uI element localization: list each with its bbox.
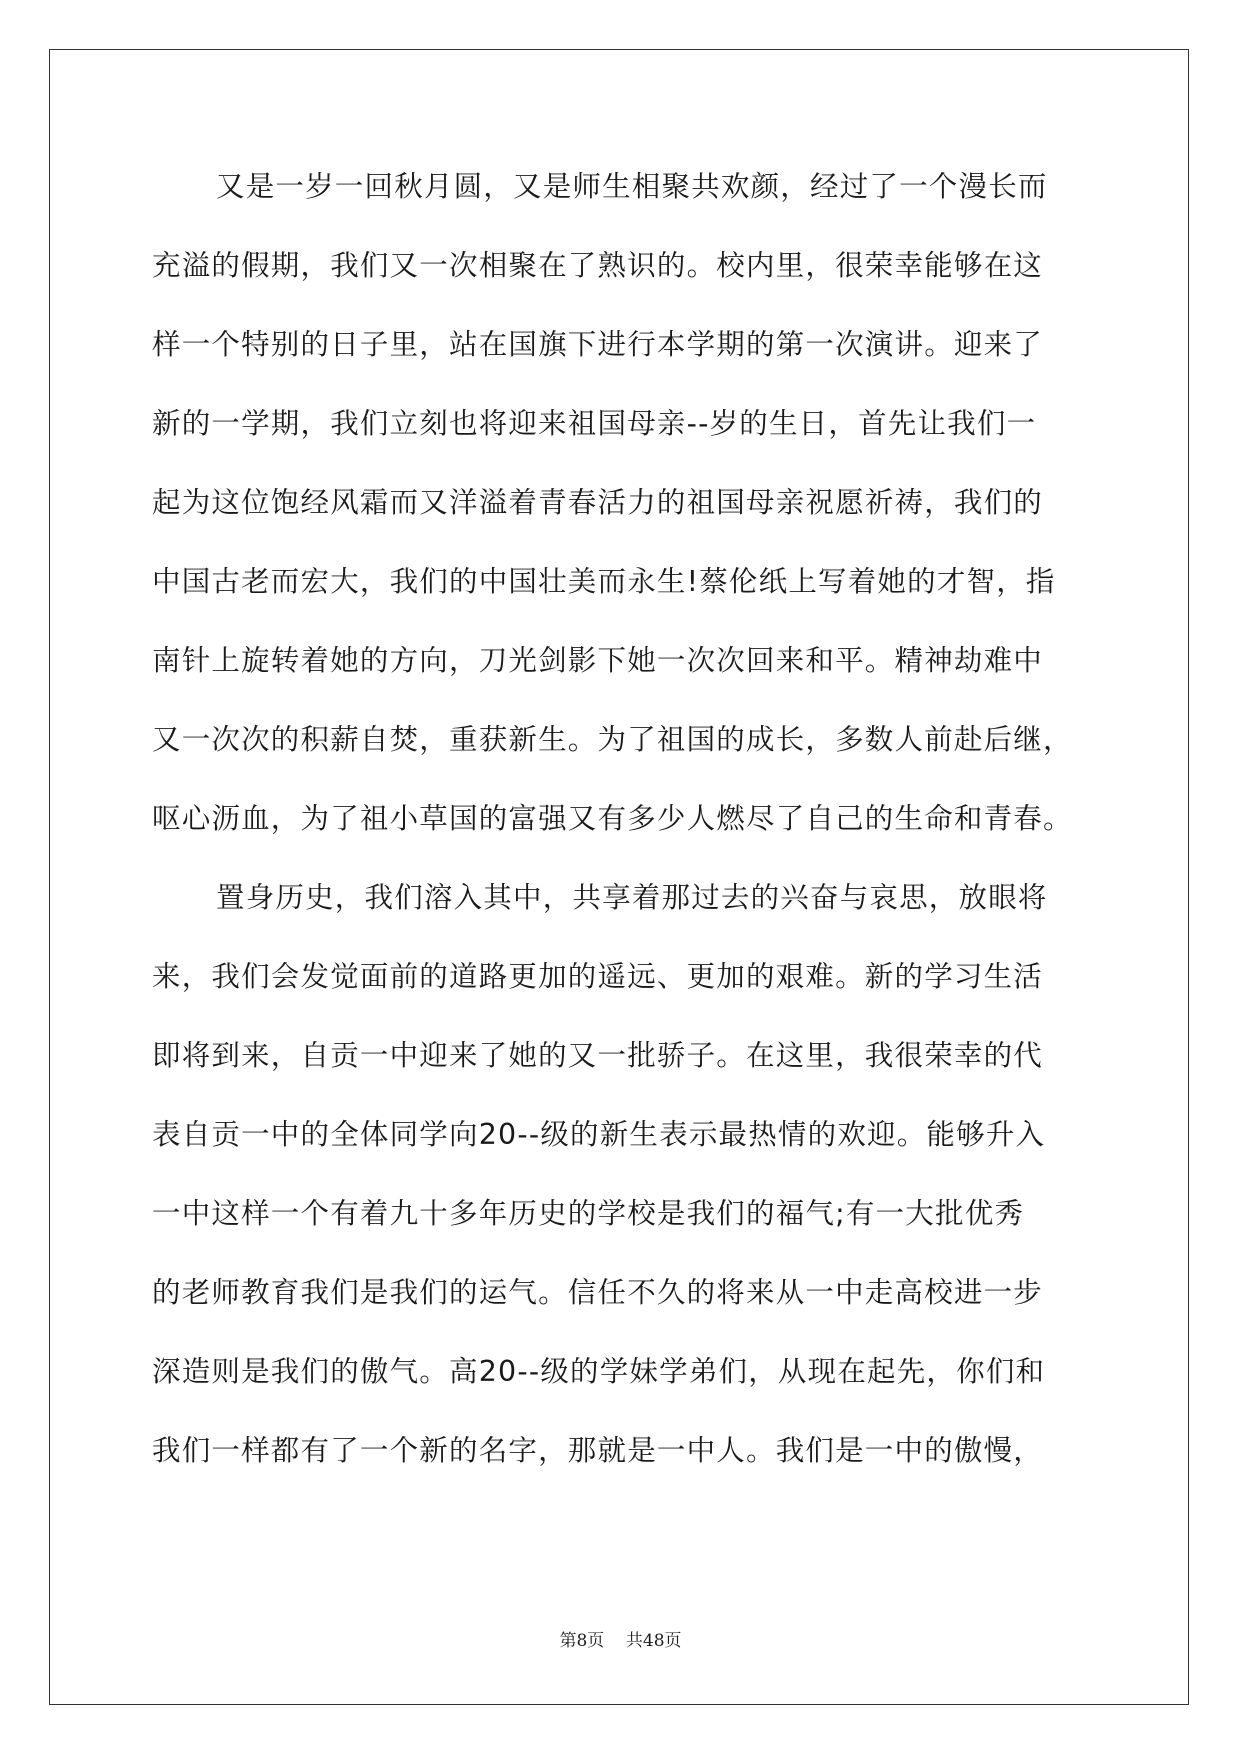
text-line: 又一次次的积薪自焚，重获新生。为了祖国的成长，多数人前赴后继， — [152, 723, 1073, 756]
paragraph-first-line: 又是一岁一回秋月圆，又是师生相聚共欢颜，经过了一个漫长而 — [216, 170, 1048, 203]
text-line: 呕心沥血，为了祖小草国的富强又有多少人燃尽了自己的生命和青春。 — [152, 802, 1073, 835]
text-line: 南针上旋转着她的方向，刀光剑影下她一次次回来和平。精神劫难中 — [152, 644, 1044, 677]
text-line: 我们一样都有了一个新的名字，那就是一中人。我们是一中的傲慢， — [152, 1434, 1044, 1467]
text-line: 一中这样一个有着九十多年历史的学校是我们的福气;有一大批优秀 — [152, 1197, 1025, 1230]
paragraph-first-line: 置身历史，我们溶入其中，共享着那过去的兴奋与哀思，放眼将 — [216, 881, 1048, 914]
text-line: 新的一学期，我们立刻也将迎来祖国母亲--岁的生日，首先让我们一 — [152, 407, 1037, 440]
page-footer: 第8页 共48页 — [559, 1631, 682, 1651]
text-line: 样一个特别的日子里，站在国旗下进行本学期的第一次演讲。迎来了 — [152, 328, 1044, 361]
document-body — [152, 167, 1092, 1510]
text-line: 深造则是我们的傲气。高20--级的学妹学弟们，从现在起先，你们和 — [152, 1355, 1046, 1388]
text-line: 充溢的假期，我们又一次相聚在了熟识的。校内里，很荣幸能够在这 — [152, 249, 1044, 282]
text-line: 表自贡一中的全体同学向20--级的新生表示最热情的欢迎。能够升入 — [152, 1118, 1046, 1151]
text-line: 即将到来，自贡一中迎来了她的又一批骄子。在这里，我很荣幸的代 — [152, 1039, 1044, 1072]
text-line: 起为这位饱经风霜而又洋溢着青春活力的祖国母亲祝愿祈祷，我们的 — [152, 486, 1044, 519]
text-line: 的老师教育我们是我们的运气。信任不久的将来从一中走高校进一步 — [152, 1276, 1044, 1309]
text-line: 中国古老而宏大，我们的中国壮美而永生!蔡伦纸上写着她的才智，指 — [152, 565, 1056, 598]
text-line: 来，我们会发觉面前的道路更加的遥远、更加的艰难。新的学习生活 — [152, 960, 1044, 993]
